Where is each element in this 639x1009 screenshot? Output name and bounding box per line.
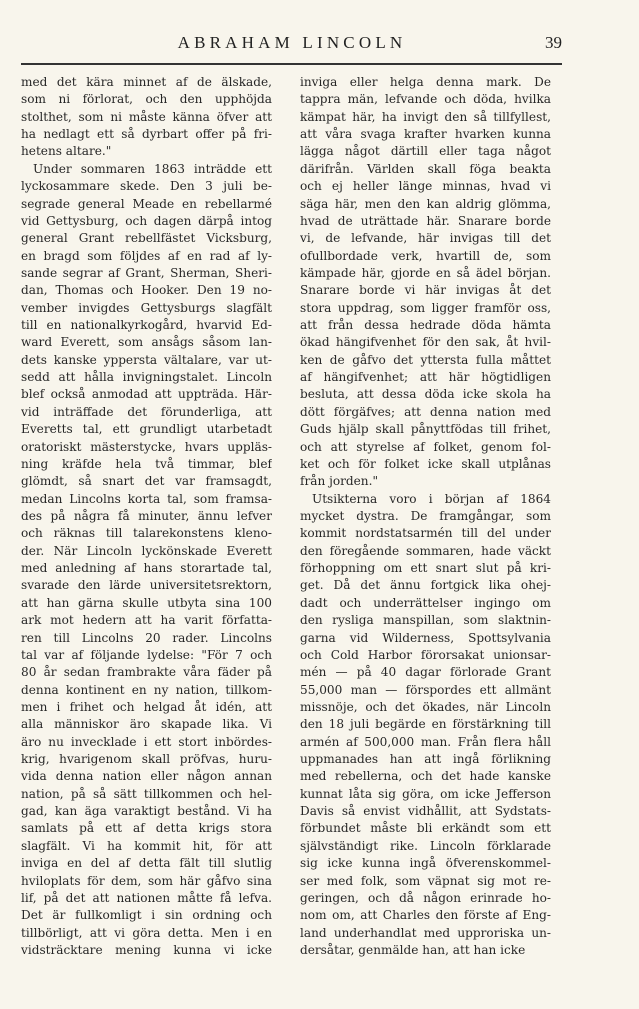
left-column-line: vida denna nation eller någon annan xyxy=(21,769,272,784)
left-column-line: inviga en del af detta fält till slutlig xyxy=(21,856,272,871)
left-column-line: men i frihet och helgad åt idén, att xyxy=(21,699,272,714)
left-column-line: oratoriskt mästerstycke, hvars uppläs- xyxy=(21,439,272,454)
right-column-line: geringen, och då någon erinrade ho- xyxy=(300,890,551,905)
left-column-line: till en nationalkyrkogård, hvarvid Ed- xyxy=(21,318,272,333)
left-column-line: Det är fullkomligt i sin ordning och xyxy=(21,908,272,923)
left-column-line: som ni förlorat, och den upphöjda xyxy=(21,92,272,107)
left-column-line: och räknas till talarekonstens kleno- xyxy=(21,526,272,541)
right-column-line: 55,000 man — förspordes ett allmänt xyxy=(300,682,551,697)
left-column-line: svarade den lärde universitetsrektorn, xyxy=(21,578,272,593)
left-column-line: med anledning af hans storartade tal, xyxy=(21,561,272,576)
right-column-line: kunnat låta sig göra, om icke Jefferson xyxy=(300,786,551,801)
left-column-line: med det kära minnet af de älskade, xyxy=(21,75,272,89)
right-column-line: uppmanades han att ingå förlikning xyxy=(300,752,551,767)
left-column-line: vidsträcktare mening kunna vi icke xyxy=(21,942,272,957)
left-column-line: ning kräfde hela två timmar, blef xyxy=(21,456,272,471)
right-column-line: Guds hjälp skall pånyttfödas till frihet, xyxy=(300,422,551,437)
right-column-line: att våra svaga krafter hvarken kunna xyxy=(300,127,551,142)
right-column-line: förbundet måste bli erkändt som ett xyxy=(300,821,551,836)
right-column-line: tappra män, lefvande och döda, hvilka xyxy=(300,92,551,107)
left-column-line: general Grant rebellfästet Vicksburg, xyxy=(21,231,272,246)
right-column-line: Snarare borde vi här invigas åt det xyxy=(300,283,551,298)
left-column-line: glömdt, så snart det var framsagdt, xyxy=(21,474,272,489)
left-column-line: ark mot hedern att ha varit författa- xyxy=(21,613,272,628)
right-column-line: säga här, men den kan aldrig glömma, xyxy=(300,196,551,211)
running-title: ABRAHAM LINCOLN xyxy=(177,33,407,52)
left-column-line: att han gärna skulle utbyta sina 100 xyxy=(21,595,272,610)
left-column-line: denna kontinent en ny nation, tillkom- xyxy=(21,682,272,697)
left-column-line: vid Gettysburg, och dagen därpå intog xyxy=(21,213,272,228)
left-column-line: 80 år sedan frambrakte våra fäder på xyxy=(21,665,272,680)
left-column-line: stolthet, som ni måste känna öfver att xyxy=(21,109,272,124)
left-column-line: Under sommaren 1863 inträdde ett xyxy=(33,161,272,176)
right-column-line: garna vid Wilderness, Spottsylvania xyxy=(300,630,551,645)
right-column-line: och att styrelse af folket, genom fol- xyxy=(300,439,551,454)
left-column-line: nation, på så sätt tillkommen och hel- xyxy=(21,786,272,801)
left-column-line: sande segrar af Grant, Sherman, Sheri- xyxy=(21,265,272,280)
right-column-line: hvad de uträttade här. Snarare borde xyxy=(300,213,551,228)
right-column-line: ofullbordade verk, hvartill de, som xyxy=(300,248,551,263)
left-column-line: ha nedlagt ett så dyrbart offer på fri- xyxy=(21,127,272,142)
left-column-line: en bragd som följdes af en rad af ly- xyxy=(21,248,272,263)
right-column-line: stora uppdrag, som ligger framför oss, xyxy=(300,300,551,315)
page-number: 39 xyxy=(545,33,562,52)
right-column-line: ken de gåfvo det yttersta fulla måttet xyxy=(300,352,551,367)
right-column-line: dadt och underrättelser ingingo om xyxy=(300,595,551,610)
left-column-line: medan Lincolns korta tal, som framsa- xyxy=(21,491,272,506)
left-column-line: vember invigdes Gettysburgs slagfält xyxy=(21,300,272,315)
right-column-line: nom om, att Charles den förste af Eng- xyxy=(300,908,551,923)
left-column-line: dan, Thomas och Hooker. Den 19 no- xyxy=(21,283,272,298)
left-column-line: sedd att hålla invigningstalet. Lincoln xyxy=(21,370,272,385)
right-column xyxy=(300,74,551,959)
right-column-line: kämpat här, ha invigt den så tillfyllest, xyxy=(300,109,551,124)
right-column-line: vi, de lefvande, här invigas till det xyxy=(300,231,551,246)
left-column-line: tal var af följande lydelse: "För 7 och xyxy=(21,647,272,662)
right-column-line: och ej heller länge minnas, hvad vi xyxy=(300,179,551,194)
right-column-line: mén — på 40 dagar förlorade Grant xyxy=(300,665,551,680)
left-column-line: alla människor äro skapade lika. Vi xyxy=(21,717,272,732)
right-column-line: armén af 500,000 man. Från flera håll xyxy=(300,734,551,749)
right-column-line: ser med folk, som väpnat sig mot re- xyxy=(300,873,551,888)
left-column-line: vid inträffade det förunderliga, att xyxy=(21,404,272,419)
right-column-line: get. Då det ännu fortgick lika ohej- xyxy=(300,578,551,593)
header-rule xyxy=(21,63,562,65)
right-column-line: lägga något därtill eller taga något xyxy=(300,144,551,159)
left-column xyxy=(21,74,272,959)
right-column-line: dött förgäfves; att denna nation med xyxy=(300,404,551,419)
right-column-line: land underhandlat med upproriska un- xyxy=(300,925,551,940)
left-column-line: krig, hvarigenom skall pröfvas, huru- xyxy=(21,752,272,767)
right-column-line: att från dessa hedrade döda hämta xyxy=(300,318,551,333)
right-column-line: självständigt rike. Lincoln förklarade xyxy=(300,838,551,853)
left-column-line: slagfält. Vi ha kommit hit, för att xyxy=(21,838,272,853)
right-column-line: af hängifvenhet; att här högtidligen xyxy=(300,370,551,385)
left-column-line: Everetts tal, ett grundligt utarbetadt xyxy=(21,422,272,437)
page-header xyxy=(22,33,562,55)
left-column-line: tillbörligt, att vi göra detta. Men i en xyxy=(21,925,272,940)
left-column-line: segrade general Meade en rebellarmé xyxy=(21,196,272,211)
right-column-line: sig icke kunna ingå öfverenskommel- xyxy=(300,856,551,871)
right-column-line: kommit nordstatsarmén till del under xyxy=(300,526,551,541)
right-column-line: därifrån. Världen skall föga beakta xyxy=(300,161,551,176)
right-column-line: mycket dystra. De framgångar, som xyxy=(300,508,551,523)
left-column-line: blef också anmodad att uppträda. Här- xyxy=(21,387,272,402)
left-column-line: lif, på det att nationen måtte få lefva. xyxy=(21,890,272,905)
right-column-line: missnöje, och det ökades, när Lincoln xyxy=(300,699,551,714)
right-column-line: den 18 juli begärde en förstärkning till xyxy=(300,717,551,732)
right-column-line: från jorden." xyxy=(300,474,379,489)
left-column-line: gad, kan äga varaktigt bestånd. Vi ha xyxy=(21,804,272,819)
right-column-line: med rebellerna, och det hade kanske xyxy=(300,769,551,784)
right-column-line: kämpade här, gjorde en så ädel början. xyxy=(300,265,551,280)
left-column-line: hetens altare." xyxy=(21,144,112,159)
left-column-line: ren till Lincolns 20 rader. Lincolns xyxy=(21,630,272,645)
left-column-line: des på några få minuter, ännu lefver xyxy=(21,508,272,523)
right-column-line: och Cold Harbor förorsakat unionsar- xyxy=(300,647,551,662)
left-column-line: der. När Lincoln lyckönskade Everett xyxy=(21,543,272,558)
right-column-line: dersåtar, genmälde han, att han icke xyxy=(300,942,526,957)
left-column-line: äro nu invecklade i ett stort inbördes- xyxy=(21,734,272,749)
right-column-line: ket och för folket icke skall utplånas xyxy=(300,456,551,471)
left-column-line: samlats på ett af detta krigs stora xyxy=(21,821,272,836)
right-column-line: Davis så envist vidhållit, att Sydstats- xyxy=(300,804,551,819)
left-column-line: lyckosammare skede. Den 3 juli be- xyxy=(21,179,272,194)
right-column-line: den föregående sommaren, hade väckt xyxy=(300,543,551,558)
right-column-line: besluta, att dessa döda icke skola ha xyxy=(300,387,551,402)
right-column-line: den rysliga manspillan, som slaktnin- xyxy=(300,613,551,628)
left-column-line: dets kanske yppersta vältalare, var ut- xyxy=(21,352,272,367)
right-column-line: förhoppning om ett snart slut på kri- xyxy=(300,561,551,576)
right-column-line: inviga eller helga denna mark. De xyxy=(300,75,551,89)
left-column-line: ward Everett, som ansågs såsom lan- xyxy=(21,335,272,350)
left-column-line: hviloplats för dem, som här gåfvo sina xyxy=(21,873,272,888)
right-column-line: ökad hängifvenhet för den sak, åt hvil- xyxy=(300,335,551,350)
right-column-line: Utsikterna voro i början af 1864 xyxy=(312,491,551,506)
